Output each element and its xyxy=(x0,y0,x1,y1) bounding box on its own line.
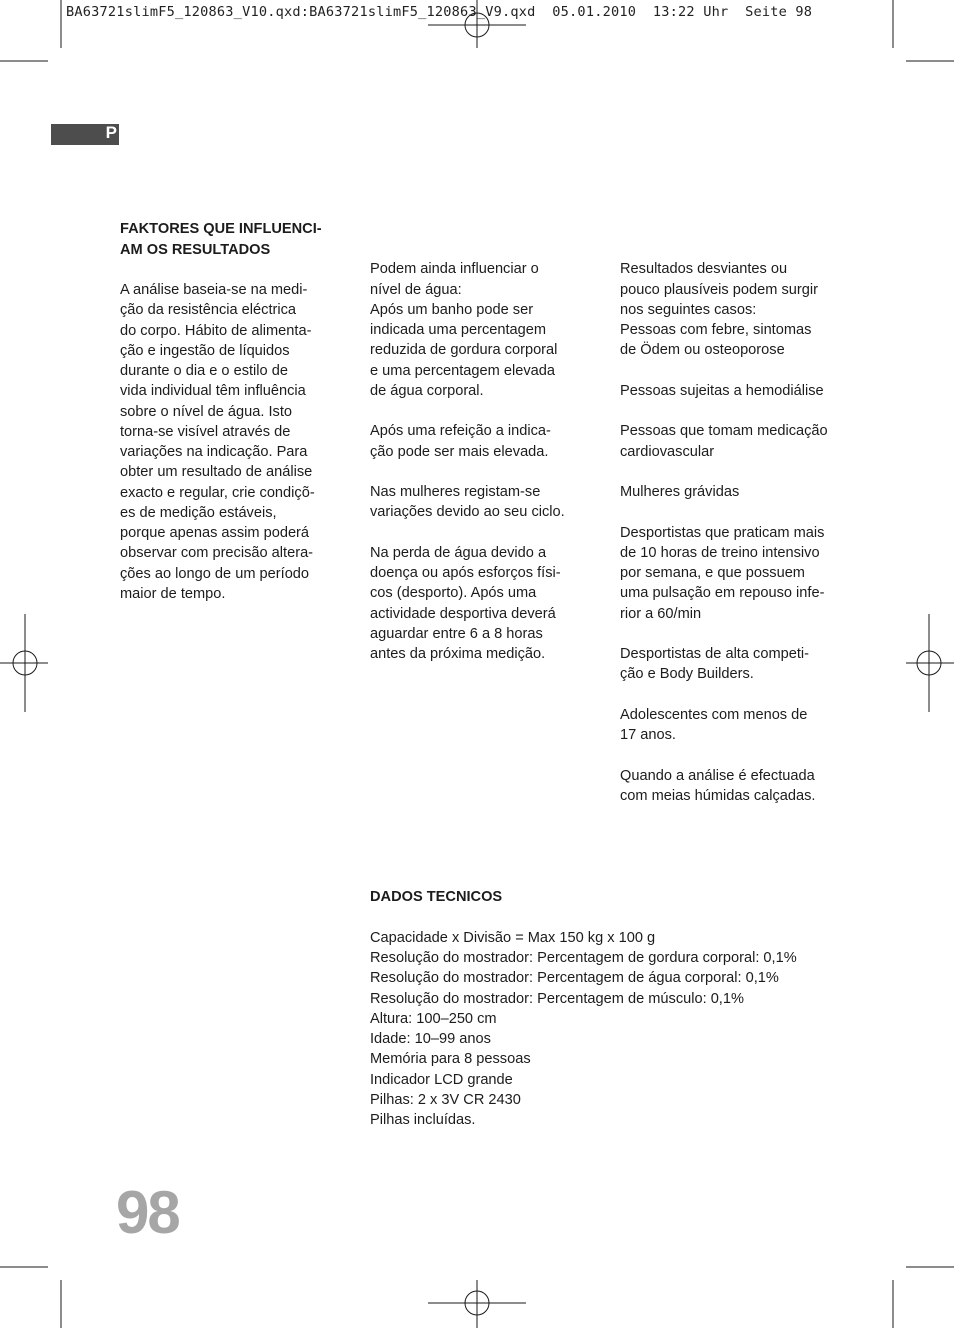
language-tab xyxy=(51,124,119,145)
factors-body: A análise baseia-se na medi- ção da resistência eléctrica do corpo. Hábito de alimenta- ção e ingestão de líquidos durante o dia e o estilo de vida individual têm influência sobre o nível de água. Isto torna-se visível através de variações na indicação. Para obter um resultado de análise exacto e regular, crie condiçõ- es de medição estáveis, porque apenas assim poderá observar com precisão altera- ções ao longo de um período maior de tempo. xyxy=(120,282,315,602)
print-slug-line: BA63721slimF5_120863_V10.qxd:BA63721slimF5_120863_V9.qxd 05.01.2010 13:22 Uhr Seite 98 xyxy=(66,4,813,20)
column-deviating-results xyxy=(620,239,860,806)
column-water-influences xyxy=(370,239,600,664)
factors-heading: FAKTORES QUE INFLUENCI- AM OS RESULTADOS xyxy=(120,221,322,258)
page-number: 98 xyxy=(116,1179,179,1246)
technical-data-heading: DADOS TECNICOS xyxy=(370,889,503,906)
deviating-results-body: Resultados desviantes ou pouco plausíveis podem surgir nos seguintes casos: Pessoas com febre, sintomas de Ödem ou osteoporose Pessoas sujeitas a hemodiálise Pessoas que tomam medicação cardiovascular Mulheres grávidas Desportistas que praticam mais de 10 horas de treino intensivo por semana, e que possuem uma pulsação em repouso infe- rior a 60/min Desportistas de alta competi- ção e Body Builders. Adolescentes com menos de 17 anos. Quando a análise é efectuada com meias húmidas calçadas. xyxy=(620,261,828,804)
column-factors xyxy=(120,199,340,604)
language-tab-label: P xyxy=(105,123,117,142)
technical-data xyxy=(370,867,890,1130)
water-influences-body: Podem ainda influenciar o nível de água: Após um banho pode ser indicada uma percentagem reduzida de gordura corporal e uma percentagem elevada de água corporal. Após uma refeição a indica- ção pode ser mais elevada. Nas mulheres registam-se variações devido ao seu ciclo. Na perda de água devido a doença ou após esforços físi- cos (desporto). Após uma actividade desportiva deverá aguardar entre 6 a 8 horas antes da próxima medição. xyxy=(370,261,565,662)
technical-data-body: Capacidade x Divisão = Max 150 kg x 100 g Resolução do mostrador: Percentagem de gordura corporal: 0,1% Resolução do mostrador: Percentagem de água corporal: 0,1% Resolução do mostrador: Percentagem de músculo: 0,1% Altura: 100–250 cm Idade: 10–99 anos Memória para 8 pessoas Indicador LCD grande Pilhas: 2 x 3V CR 2430 Pilhas incluídas. xyxy=(370,929,797,1128)
